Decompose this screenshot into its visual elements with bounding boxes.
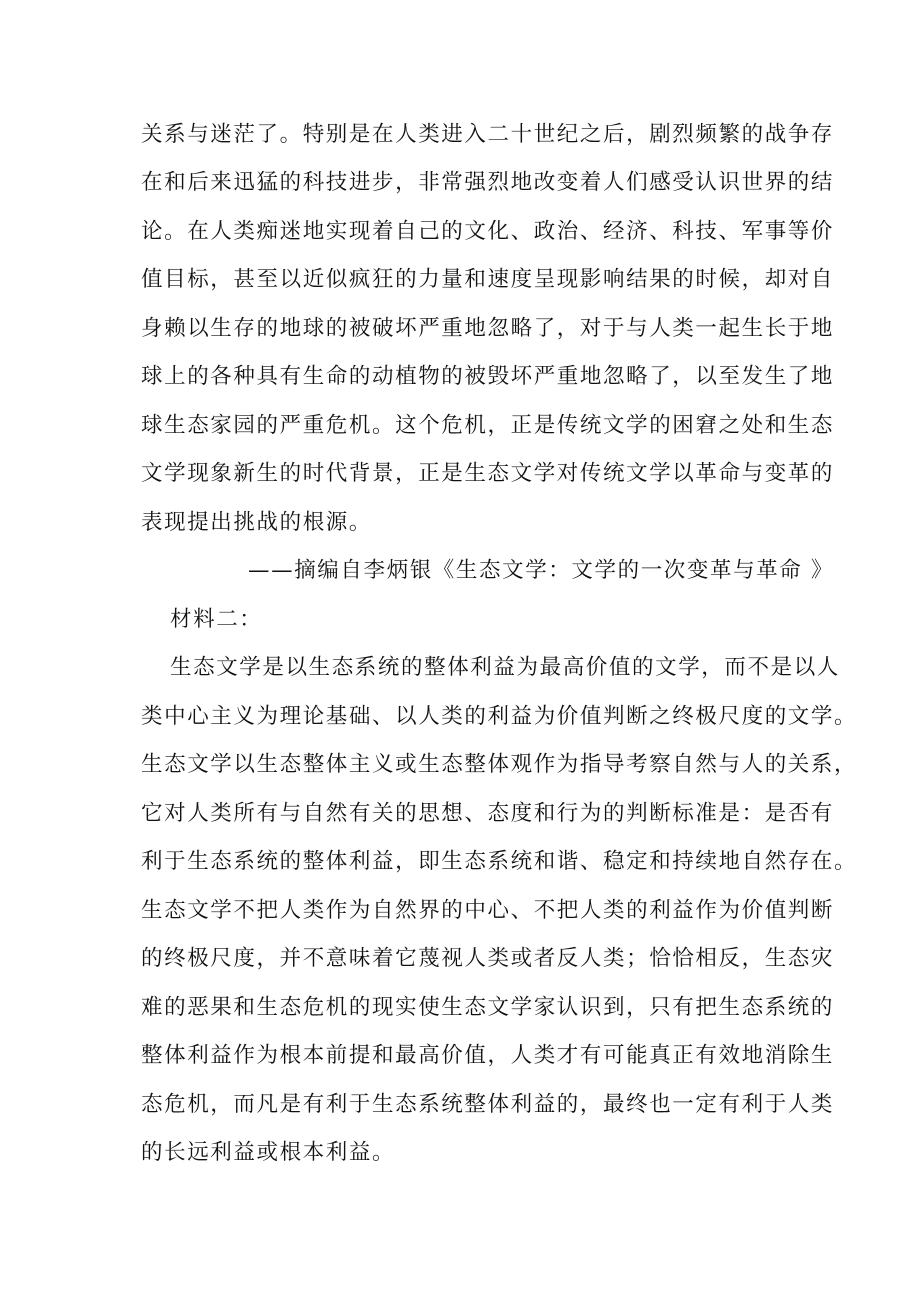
source-attribution: ——摘编自李炳银《生态文学：文学的一次变革与革命 》 (248, 558, 834, 583)
paragraph-line: 利于生态系统的整体利益，即生态系统和谐、稳定和持续地自然存在。 (141, 849, 858, 874)
paragraph-line: 文学现象新生的时代背景，正是生态文学对传统文学以革命与变革的 (141, 461, 835, 486)
paragraph-line: 生态文学是以生态系统的整体利益为最高价值的文学，而不是以人 (170, 655, 840, 680)
paragraph-line: 球生态家园的严重危机。这个危机，正是传统文学的困窘之处和生态 (141, 413, 835, 438)
paragraph-line: 关系与迷茫了。特别是在人类进入二十世纪之后，剧烈频繁的战争存 (141, 122, 835, 147)
paragraph-line: 在和后来迅猛的科技进步，非常强烈地改变着人们感受认识世界的结 (141, 170, 835, 195)
paragraph-line: 的终极尺度，并不意味着它蔑视人类或者反人类；恰恰相反，生态灾 (141, 946, 835, 971)
paragraph-line: 类中心主义为理论基础、以人类的利益为价值判断之终极尺度的文学。 (141, 704, 858, 729)
paragraph-line: 生态文学不把人类作为自然界的中心、不把人类的利益作为价值判断 (141, 898, 835, 923)
paragraph-line: 态危机，而凡是有利于生态系统整体利益的，最终也一定有利于人类 (141, 1092, 835, 1117)
paragraph-line: 身赖以生存的地球的被破坏严重地忽略了，对于与人类一起生长于地 (141, 316, 835, 341)
paragraph-line: 球上的各种具有生命的动植物的被毁坏严重地忽略了，以至发生了地 (141, 364, 835, 389)
paragraph-line: 论。在人类痴迷地实现着自己的文化、政治、经济、科技、军事等价 (141, 219, 835, 244)
paragraph-line: 表现提出挑战的根源。 (141, 510, 373, 535)
paragraph-line: 它对人类所有与自然有关的思想、态度和行为的判断标准是：是否有 (141, 801, 835, 826)
paragraph-line: 值目标，甚至以近似疯狂的力量和速度呈现影响结果的时候，却对自 (141, 267, 835, 292)
paragraph-line: 整体利益作为根本前提和最高价值，人类才有可能真正有效地消除生 (141, 1043, 835, 1068)
paragraph-line: 的长远利益或根本利益。 (141, 1140, 396, 1165)
paragraph-line: 生态文学以生态整体主义或生态整体观作为指导考察自然与人的关系， (141, 752, 858, 777)
paragraph-line: 难的恶果和生态危机的现实使生态文学家认识到，只有把生态系统的 (141, 995, 835, 1020)
material-2-heading: 材料二： (170, 607, 263, 632)
